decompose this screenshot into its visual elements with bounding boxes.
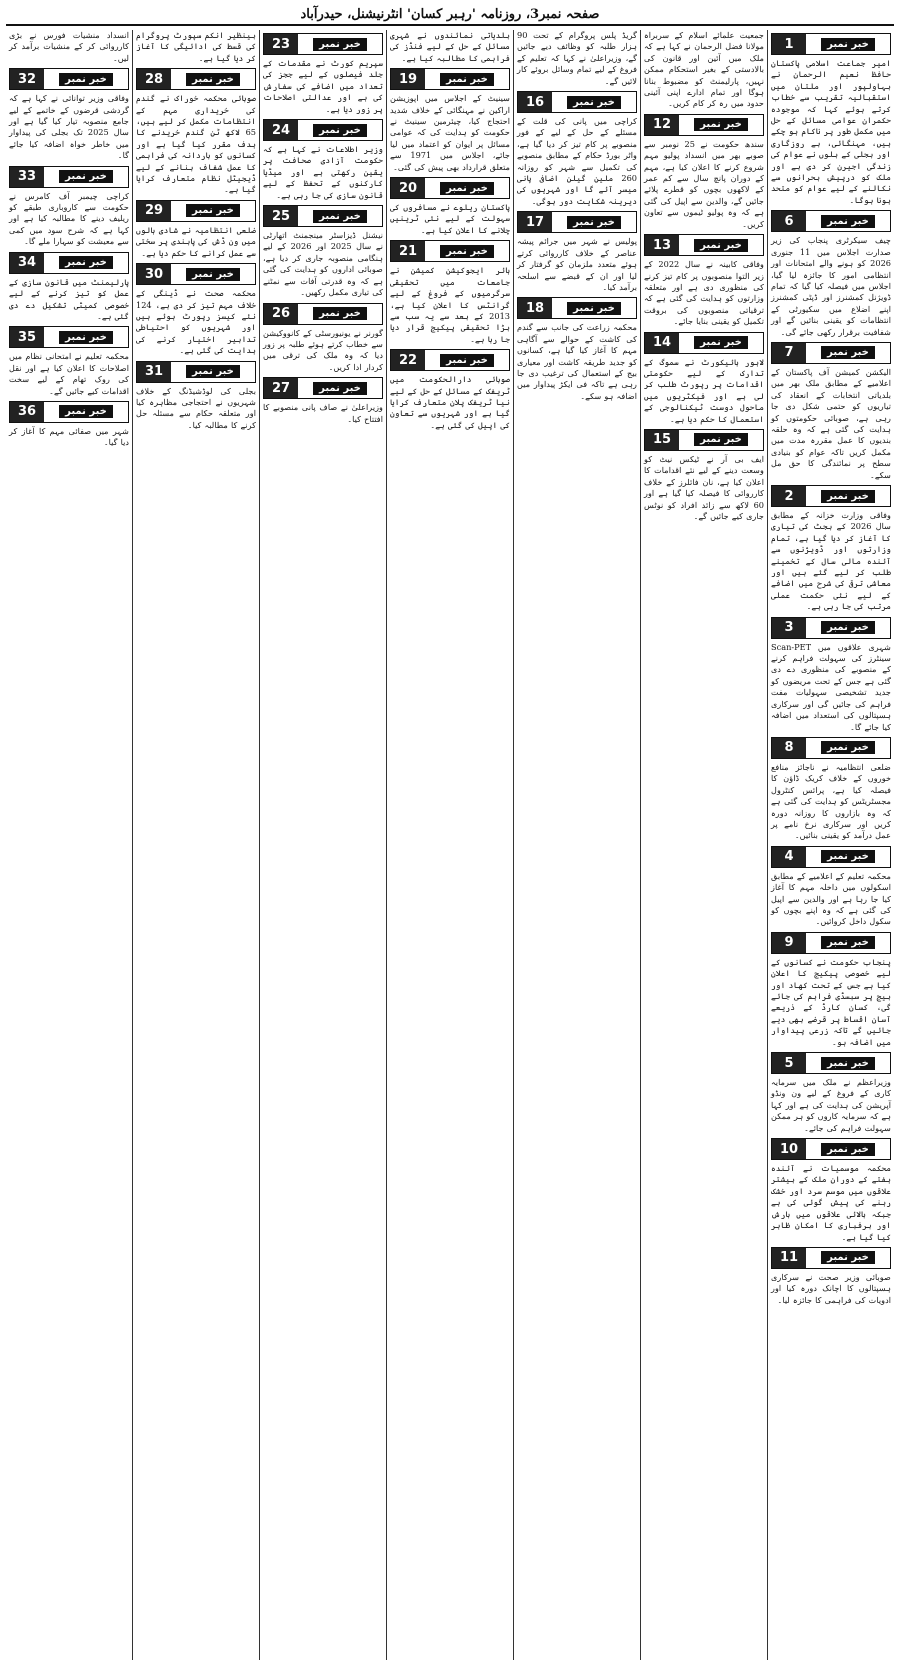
news-story xyxy=(136,30,256,64)
story-tag-text: خبر نمبر xyxy=(821,1057,875,1070)
story-number: 19 xyxy=(391,69,425,89)
story-number-tag xyxy=(136,263,256,285)
story-number: 9 xyxy=(772,933,806,953)
story-text: نیشنل ڈیزاسٹر مینجمنٹ اتھارٹی نے سال 2025 اور 2026 کے لیے ہنگامی منصوبہ جاری کر دیا ہے، صوبائی اداروں کو ہدایت کی گئی ہے کہ وہ قدرتی آفات سے نمٹنے کی تیاری مکمل رکھیں۔ xyxy=(263,230,384,298)
story-text: کراچی چیمبر آف کامرس نے حکومت سے کاروباری طبقے کو ریلیف دینے کا مطالبہ کیا ہے اور کہا ہے کہ شرح سود میں کمی سے معیشت کو سہارا ملے گا۔ xyxy=(9,190,129,247)
story-text: وزیراعلیٰ نے صاف پانی منصوبے کا افتتاح کیا۔ xyxy=(263,402,383,424)
news-story xyxy=(771,932,891,1048)
story-text: پارلیمنٹ میں قانون سازی کے عمل کو تیز کرنے کے لیے خصوصی کمیٹی تشکیل دے دی گئی ہے۔ xyxy=(9,276,129,321)
story-text: محکمہ تعلیم کے اعلامیے کے مطابق اسکولوں میں داخلہ مہم کا آغاز کیا جا رہا ہے اور والدین سے اپیل کی گئی ہے کہ وہ اپنے بچوں کو سکول داخل کروائیں۔ xyxy=(771,870,891,927)
story-tag-text: خبر نمبر xyxy=(821,850,875,863)
news-story xyxy=(263,33,383,115)
news-story xyxy=(136,68,256,196)
story-text: ایف بی آر نے ٹیکس نیٹ کو وسعت دینے کے لیے نئے اقدامات کا اعلان کیا ہے، نان فائلرز کے خلاف کارروائی کا فیصلہ کیا گیا ہے اور 60 لاکھ سے زائد افراد کو نوٹس جاری کیے جائیں گے۔ xyxy=(644,453,764,521)
story-number-tag xyxy=(771,1052,891,1074)
story-number: 36 xyxy=(10,402,44,422)
news-column xyxy=(6,30,132,1660)
story-tag-text: خبر نمبر xyxy=(694,336,748,349)
news-column xyxy=(386,30,513,1660)
story-text: امیر جماعت اسلامی پاکستان حافظ نعیم الرحمان نے بہاولپور اور ملتان میں استقبالیہ تقریب سے خطاب کرتے ہوئے کہا کہ موجودہ حکمران عوامی مسائل کے حل میں مکمل طور پر ناکام ہو چکے ہیں، مہنگائی، بے روزگاری اور بجلی کے بلوں نے عوام کی زندگی اجیرن کر دی ہے اور ملک کو درپیش بحرانوں سے نکالنے کے لیے عوام کو متحد ہونا ہوگا۔ xyxy=(771,58,891,205)
story-text: گریڈ پلس پروگرام کے تحت 90 ہزار طلبہ کو وظائف دیے جائیں گے، وزیراعلیٰ نے کہا کہ تعلیم کے فروغ کے لیے تمام وسائل بروئے کار لائیں گے۔ xyxy=(517,30,637,86)
story-tag-label xyxy=(806,34,890,54)
story-text: وفاقی کابینہ نے سال 2022 کے زیر التوا منصوبوں پر کام تیز کرنے کی منظوری دی ہے اور متعلقہ وزارتوں کو ہدایت کی گئی ہے کہ ترقیاتی منصوبوں کی بروقت تکمیل کو یقینی بنایا جائے۔ xyxy=(644,259,764,327)
story-tag-label xyxy=(806,1139,890,1159)
news-story xyxy=(390,240,510,345)
news-story xyxy=(644,30,764,110)
story-number-tag xyxy=(390,240,510,262)
news-story xyxy=(263,119,383,201)
story-text: ضلعی انتظامیہ نے شادی ہالوں میں ون ڈش کی پابندی پر سختی سے عمل کرانے کا حکم دیا ہے۔ xyxy=(136,224,256,258)
page-header xyxy=(6,4,894,26)
story-number-tag xyxy=(9,401,129,423)
story-text: وفاقی وزارت خزانہ کے مطابق سال 2026 کے بجٹ کی تیاری کا آغاز کر دیا گیا ہے، تمام وزارتوں اور ڈویژنوں سے آئندہ مالی سال کے تخمینے طلب کر لیے گئے ہیں اور معاشی ترقی کی شرح میں اضافے کے لیے نئی حکمت عملی مرتب کی جا رہی ہے۔ xyxy=(771,510,892,612)
story-number-tag xyxy=(771,932,891,954)
story-tag-label xyxy=(806,1248,890,1268)
news-story xyxy=(644,332,764,425)
story-tag-label xyxy=(679,235,763,255)
news-story xyxy=(9,30,129,64)
news-story xyxy=(517,297,637,402)
story-number-tag xyxy=(771,846,891,868)
story-number-tag xyxy=(644,234,764,256)
story-text: وزیراعظم نے ملک میں سرمایہ کاری کے فروغ کے لیے ون ونڈو آپریشن کی ہدایت کی ہے اور کہا ہے کہ سرمایہ کاروں کو ہر ممکن سہولت فراہم کی جائے۔ xyxy=(771,1077,891,1133)
story-number: 6 xyxy=(772,211,806,231)
news-story xyxy=(390,349,510,431)
story-tag-label xyxy=(806,211,890,231)
story-text: صوبائی وزیر صحت نے سرکاری ہسپتالوں کا اچانک دورہ کیا اور ادویات کی فراہمی کا جائزہ لیا۔ xyxy=(771,1271,891,1305)
story-number-tag xyxy=(644,429,764,451)
story-text: پولیس نے شہر میں جرائم پیشہ عناصر کے خلاف کارروائی کرتے ہوئے متعدد ملزمان کو گرفتار کر لیا اور ان کے قبضے سے اسلحہ برآمد کیا۔ xyxy=(517,236,637,292)
story-number: 17 xyxy=(518,212,552,232)
story-number: 4 xyxy=(772,847,806,867)
story-number-tag xyxy=(771,1138,891,1160)
story-tag-label xyxy=(552,92,636,112)
story-number-tag xyxy=(517,211,637,233)
story-number: 23 xyxy=(264,34,298,54)
story-tag-text: خبر نمبر xyxy=(313,307,367,320)
story-number-tag xyxy=(263,119,383,141)
story-tag-text: خبر نمبر xyxy=(821,215,875,228)
story-number-tag xyxy=(390,177,510,199)
story-number-tag xyxy=(771,737,891,759)
news-column xyxy=(767,30,894,1660)
story-number-tag xyxy=(9,326,129,348)
news-story xyxy=(9,326,129,397)
story-tag-label xyxy=(806,343,890,363)
story-tag-label xyxy=(806,847,890,867)
story-text: انسداد منشیات فورس نے بڑی کارروائی کر کے منشیات برآمد کر لیں۔ xyxy=(9,30,129,63)
story-number: 20 xyxy=(391,178,425,198)
story-tag-text: خبر نمبر xyxy=(313,38,367,51)
story-number: 10 xyxy=(772,1139,806,1159)
news-story xyxy=(263,377,383,425)
story-text: محکمہ تعلیم نے امتحانی نظام میں اصلاحات کا اعلان کیا ہے اور نقل کی روک تھام کے لیے سخت اقدامات کیے جائیں گے۔ xyxy=(9,351,129,396)
story-tag-text: خبر نمبر xyxy=(821,490,875,503)
story-text: صوبائی دارالحکومت میں ٹریفک کے مسائل کے حل کے لیے نیا ٹریفک پلان متعارف کرایا گیا ہے اور شہریوں سے تعاون کی اپیل کی گئی ہے۔ xyxy=(390,374,510,430)
news-column xyxy=(640,30,767,1660)
story-tag-label xyxy=(298,378,382,398)
story-number: 29 xyxy=(137,201,171,221)
news-story xyxy=(771,33,891,206)
story-tag-label xyxy=(425,350,509,370)
story-number: 28 xyxy=(137,69,171,89)
story-tag-label xyxy=(44,402,128,422)
story-tag-text: خبر نمبر xyxy=(59,170,113,183)
story-number-tag xyxy=(771,210,891,232)
story-text: بلدیاتی نمائندوں نے شہری مسائل کے حل کے لیے فنڈز کی فراہمی کا مطالبہ کیا ہے۔ xyxy=(390,30,510,63)
news-story xyxy=(771,846,891,928)
news-story xyxy=(771,1052,891,1134)
story-tag-label xyxy=(679,115,763,135)
story-tag-label xyxy=(425,69,509,89)
news-story xyxy=(517,211,637,293)
story-number: 32 xyxy=(10,69,44,89)
story-tag-text: خبر نمبر xyxy=(59,256,113,269)
story-tag-text: خبر نمبر xyxy=(440,182,494,195)
story-tag-text: خبر نمبر xyxy=(59,73,113,86)
news-story xyxy=(136,263,256,356)
news-story xyxy=(390,68,510,173)
story-tag-label xyxy=(298,34,382,54)
story-tag-label xyxy=(679,430,763,450)
news-story xyxy=(263,303,383,374)
story-text: شہری علاقوں میں Scan-PET سینٹرز کی سہولت فراہم کرنے کے منصوبے کی منظوری دے دی گئی ہے جس کے تحت مریضوں کو جدید تشخیصی سہولیات مفت فراہم کی جائیں گی اور سرکاری ہسپتالوں کی استعداد میں اضافہ کیا جائے گا۔ xyxy=(771,641,891,732)
story-text: محکمہ زراعت کی جانب سے گندم کی کاشت کے حوالے سے آگاہی مہم کا آغاز کیا گیا ہے، کسانوں کو جدید طریقہ کاشت اور معیاری بیج کے استعمال کی ترغیب دی جا رہی ہے تاکہ فی ایکڑ پیداوار میں اضافہ ہو سکے۔ xyxy=(517,322,637,401)
story-number-tag xyxy=(390,349,510,371)
news-story xyxy=(390,30,510,64)
news-story xyxy=(771,1247,891,1306)
story-tag-text: خبر نمبر xyxy=(313,210,367,223)
story-tag-label xyxy=(806,933,890,953)
story-number-tag xyxy=(771,1247,891,1269)
page-title: صفحہ نمبر3، روزنامہ 'رہبر کسان' انٹرنیشنل، حیدرآباد xyxy=(300,6,600,22)
story-number-tag xyxy=(644,332,764,354)
story-tag-label xyxy=(44,69,128,89)
news-column xyxy=(513,30,640,1660)
story-number: 26 xyxy=(264,304,298,324)
story-text: وزیر اطلاعات نے کہا ہے کہ حکومت آزادی صحافت پر یقین رکھتی ہے اور میڈیا کارکنوں کے تحفظ کے لیے قانون سازی کی جا رہی ہے۔ xyxy=(263,144,383,200)
story-tag-text: خبر نمبر xyxy=(821,346,875,359)
story-tag-text: خبر نمبر xyxy=(313,124,367,137)
story-number: 7 xyxy=(772,343,806,363)
story-number: 3 xyxy=(772,618,806,638)
news-story xyxy=(136,200,256,259)
story-number-tag xyxy=(517,91,637,113)
story-number-tag xyxy=(9,68,129,90)
story-tag-label xyxy=(552,212,636,232)
story-text: بینظیر انکم سپورٹ پروگرام کی قسط کی ادائیگی کا آغاز کر دیا گیا ہے۔ xyxy=(136,30,256,63)
story-tag-label xyxy=(298,304,382,324)
story-tag-label xyxy=(44,253,128,273)
story-number: 12 xyxy=(645,115,679,135)
story-text: جمعیت علمائے اسلام کے سربراہ مولانا فضل الرحمان نے کہا ہے کہ ملک میں آئین اور قانون کی بالادستی کے بغیر استحکام ممکن نہیں، پارلیمنٹ کو مضبوط بنانا ہوگا اور تمام ادارے اپنی آئینی حدود میں رہ کر کام کریں۔ xyxy=(644,30,764,109)
story-tag-text: خبر نمبر xyxy=(186,268,240,281)
story-number-tag xyxy=(771,617,891,639)
news-column xyxy=(259,30,386,1660)
story-number-tag xyxy=(771,33,891,55)
story-number: 30 xyxy=(137,264,171,284)
story-tag-label xyxy=(806,618,890,638)
story-tag-label xyxy=(425,241,509,261)
story-tag-text: خبر نمبر xyxy=(440,245,494,258)
news-story xyxy=(771,617,891,733)
story-tag-text: خبر نمبر xyxy=(567,216,621,229)
story-text: سندھ حکومت نے 25 نومبر سے صوبے بھر میں انسداد پولیو مہم شروع کرنے کا اعلان کیا ہے، مہم کے دوران پانچ سال سے کم عمر کے لاکھوں بچوں کو قطرے پلائے جائیں گے، والدین سے اپیل کی گئی ہے کہ وہ پولیو ٹیموں سے تعاون کریں۔ xyxy=(644,138,765,229)
story-number: 1 xyxy=(772,34,806,54)
news-story xyxy=(771,342,891,481)
story-number: 24 xyxy=(264,120,298,140)
story-text: لاہور ہائیکورٹ نے سموگ کے تدارک کے لیے حکومتی اقدامات پر رپورٹ طلب کر لی ہے اور فیکٹریوں میں ماحول دوست ٹیکنالوجی کے استعمال کا حکم دیا ہے۔ xyxy=(644,356,764,424)
story-number: 18 xyxy=(518,298,552,318)
story-tag-text: خبر نمبر xyxy=(440,354,494,367)
story-text: شہر میں صفائی مہم کا آغاز کر دیا گیا۔ xyxy=(9,425,129,448)
story-number: 15 xyxy=(645,430,679,450)
story-number: 2 xyxy=(772,486,806,506)
news-story xyxy=(9,401,129,449)
news-story xyxy=(136,361,256,432)
story-tag-text: خبر نمبر xyxy=(694,239,748,252)
story-number-tag xyxy=(136,200,256,222)
story-tag-label xyxy=(552,298,636,318)
story-tag-text: خبر نمبر xyxy=(821,1251,875,1264)
news-story xyxy=(517,30,637,87)
story-number: 34 xyxy=(10,253,44,273)
story-tag-label xyxy=(171,69,255,89)
story-tag-text: خبر نمبر xyxy=(59,331,113,344)
story-text: الیکشن کمیشن آف پاکستان کے اعلامیے کے مطابق ملک بھر میں بلدیاتی انتخابات کے انعقاد کی تیاریوں کو حتمی شکل دی جا رہی ہے، صوبائی حکومتوں کو ہدایت کی گئی ہے کہ وہ حلقہ بندیوں کا عمل مقررہ مدت میں مکمل کریں تاکہ عوام کو بنیادی سطح پر نمائندگی کا حق مل سکے۔ xyxy=(771,366,891,480)
story-tag-text: خبر نمبر xyxy=(567,96,621,109)
story-tag-text: خبر نمبر xyxy=(821,1143,875,1156)
story-number-tag xyxy=(9,252,129,274)
story-number: 13 xyxy=(645,235,679,255)
news-story xyxy=(9,68,129,161)
story-text: سپریم کورٹ نے مقدمات کے جلد فیصلوں کے لیے ججز کی تعداد میں اضافے کی سفارش کی ہے اور عدالتی اصلاحات پر زور دیا ہے۔ xyxy=(263,58,383,114)
story-text: پاکستان ریلوے نے مسافروں کی سہولت کے لیے نئی ٹرینیں چلانے کا اعلان کیا ہے۔ xyxy=(390,202,510,235)
story-number: 14 xyxy=(645,333,679,353)
story-number-tag xyxy=(771,342,891,364)
story-text: پنجاب حکومت نے کسانوں کے لیے خصوصی پیکیج کا اعلان کیا ہے جس کے تحت کھاد اور بیج پر سبسڈی فراہم کی جائے گی، کسان کارڈ کے ذریعے آسان اقساط پر قرضے بھی دیے جائیں گے تاکہ زرعی پیداوار میں اضافہ ہو۔ xyxy=(771,956,891,1047)
story-text: صوبائی محکمہ خوراک نے گندم کی خریداری مہم کے انتظامات مکمل کر لیے ہیں، 65 لاکھ ٹن گندم خریدنے کا ہدف مقرر کیا گیا ہے اور کسانوں کو باردانہ کی فراہمی کا عمل شفاف بنانے کے لیے ڈیجیٹل نظام متعارف کرایا گیا ہے۔ xyxy=(136,93,256,195)
story-tag-text: خبر نمبر xyxy=(821,38,875,51)
story-number-tag xyxy=(263,303,383,325)
story-number: 22 xyxy=(391,350,425,370)
story-number: 5 xyxy=(772,1053,806,1073)
story-tag-text: خبر نمبر xyxy=(821,741,875,754)
story-tag-label xyxy=(298,206,382,226)
story-tag-text: خبر نمبر xyxy=(567,302,621,315)
story-text: ضلعی انتظامیہ نے ناجائز منافع خوروں کے خلاف کریک ڈاؤن کا فیصلہ کیا ہے، پرائس کنٹرول مجسٹریٹس کو ہدایت کی گئی ہے کہ وہ بازاروں کا روزانہ دورہ کریں اور سرکاری نرخ نامے پر عمل درآمد کو یقینی بنائیں۔ xyxy=(771,761,891,841)
news-story xyxy=(771,485,891,613)
story-number-tag xyxy=(263,33,383,55)
story-number-tag xyxy=(517,297,637,319)
news-story xyxy=(9,252,129,323)
story-number-tag xyxy=(136,68,256,90)
story-number: 8 xyxy=(772,738,806,758)
story-tag-label xyxy=(171,362,255,382)
story-tag-text: خبر نمبر xyxy=(694,433,748,446)
story-text: بجلی کی لوڈشیڈنگ کے خلاف شہریوں نے احتجاجی مظاہرہ کیا اور متعلقہ حکام سے مسئلہ حل کرنے کا مطالبہ کیا۔ xyxy=(136,385,256,430)
story-number-tag xyxy=(9,166,129,188)
story-tag-label xyxy=(806,486,890,506)
story-number-tag xyxy=(644,114,764,136)
story-tag-text: خبر نمبر xyxy=(313,382,367,395)
news-story xyxy=(771,737,891,842)
story-tag-label xyxy=(806,738,890,758)
story-tag-text: خبر نمبر xyxy=(694,118,748,131)
story-text: سینیٹ کے اجلاس میں اپوزیشن اراکین نے مہنگائی کے خلاف شدید احتجاج کیا، چیئرمین سینیٹ نے حکومت کو ہدایت کی کہ عوامی مسائل پر ایوان کو اعتماد میں لیا جائے، اجلاس میں 1971 سے متعلق قرارداد بھی پیش کی گئی۔ xyxy=(390,93,510,172)
story-tag-label xyxy=(44,167,128,187)
story-tag-text: خبر نمبر xyxy=(186,204,240,217)
story-number-tag xyxy=(771,485,891,507)
story-number-tag xyxy=(263,377,383,399)
story-text: محکمہ موسمیات نے آئندہ ہفتے کے دوران ملک کے بیشتر علاقوں میں موسم سرد اور خشک رہنے کی پیش گوئی کی ہے جبکہ بالائی علاقوں میں بارش اور برفباری کا امکان ظاہر کیا گیا ہے۔ xyxy=(771,1163,891,1242)
story-tag-text: خبر نمبر xyxy=(821,621,875,634)
news-story xyxy=(644,429,764,522)
news-story xyxy=(644,234,764,327)
story-number-tag xyxy=(136,361,256,383)
news-story xyxy=(390,177,510,236)
story-tag-label xyxy=(806,1053,890,1073)
story-tag-text: خبر نمبر xyxy=(440,73,494,86)
story-tag-label xyxy=(298,120,382,140)
story-number: 11 xyxy=(772,1248,806,1268)
news-story xyxy=(9,166,129,248)
story-text: وفاقی وزیر توانائی نے کہا ہے کہ گردشی قرضوں کے خاتمے کے لیے جامع منصوبہ تیار کیا گیا ہے اور سال 2025 تک بجلی کی پیداوار میں خاطر خواہ اضافہ کیا جائے گا۔ xyxy=(9,93,130,161)
story-tag-text: خبر نمبر xyxy=(821,936,875,949)
story-text: ہائر ایجوکیشن کمیشن نے جامعات میں تحقیقی سرگرمیوں کے فروغ کے لیے گرانٹس کا اعلان کیا ہے، 2013 کے بعد سے یہ سب سے بڑا تحقیقی پیکیج قرار دیا جا رہا ہے۔ xyxy=(390,265,510,344)
story-text: محکمہ صحت نے ڈینگی کے خلاف مہم تیز کر دی ہے، 124 نئے کیسز رپورٹ ہوئے ہیں اور شہریوں کو احتیاطی تدابیر اختیار کرنے کی ہدایت کی گئی ہے۔ xyxy=(136,288,256,356)
story-number: 31 xyxy=(137,362,171,382)
story-text: چیف سیکرٹری پنجاب کی زیر صدارت اجلاس میں 11 جنوری 2026 کو ہونے والے امتحانات اور انتظامی امور کا جائزہ لیا گیا، اجلاس میں فیصلہ کیا گیا کہ تمام ڈویژنل کمشنرز اور ڈپٹی کمشنرز اپنے اضلاع میں سکیورٹی کے انتظامات کو یقینی بنائیں گے اور شفافیت برقرار رکھی جائے گی۔ xyxy=(771,235,891,337)
story-tag-text: خبر نمبر xyxy=(186,365,240,378)
story-number: 33 xyxy=(10,167,44,187)
news-story xyxy=(517,91,637,207)
columns-container xyxy=(6,30,894,1660)
story-number-tag xyxy=(390,68,510,90)
story-number: 27 xyxy=(264,378,298,398)
story-number: 35 xyxy=(10,327,44,347)
story-number: 16 xyxy=(518,92,552,112)
story-tag-label xyxy=(44,327,128,347)
story-tag-label xyxy=(679,333,763,353)
story-number: 21 xyxy=(391,241,425,261)
news-story xyxy=(263,205,383,298)
story-tag-label xyxy=(171,201,255,221)
story-tag-text: خبر نمبر xyxy=(186,73,240,86)
story-tag-text: خبر نمبر xyxy=(59,405,113,418)
story-tag-label xyxy=(425,178,509,198)
story-tag-label xyxy=(171,264,255,284)
story-number-tag xyxy=(263,205,383,227)
story-text: گورنر نے یونیورسٹی کے کانووکیشن سے خطاب کرتے ہوئے طلبہ پر زور دیا کہ وہ ملک کی ترقی میں کردار ادا کریں۔ xyxy=(263,327,383,372)
news-story xyxy=(771,210,891,338)
news-story xyxy=(771,1138,891,1243)
story-number: 25 xyxy=(264,206,298,226)
story-text: کراچی میں پانی کی قلت کے مسئلے کے حل کے لیے کے فور منصوبے پر کام تیز کر دیا گیا ہے، واٹر بورڈ حکام کے مطابق منصوبے کی تکمیل سے شہر کو روزانہ 260 ملین گیلن اضافی پانی میسر آئے گا اور شہریوں کی دیرینہ شکایت دور ہوگی۔ xyxy=(517,116,637,206)
news-column xyxy=(132,30,259,1660)
news-story xyxy=(644,114,764,230)
